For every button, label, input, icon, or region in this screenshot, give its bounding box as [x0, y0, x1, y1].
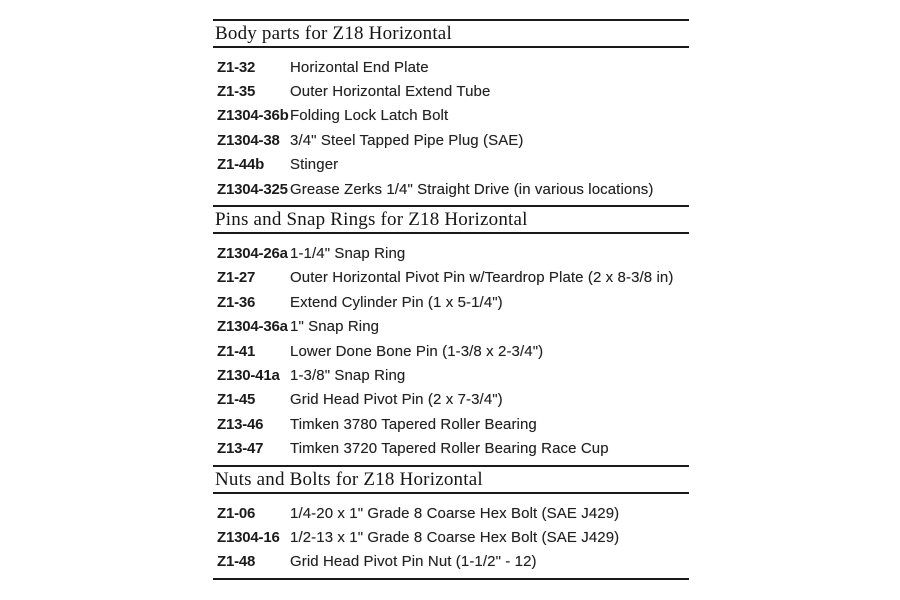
part-row — [213, 363, 689, 387]
section-title: Body parts for Z18 Horizontal — [213, 21, 689, 48]
part-row — [213, 436, 689, 460]
part-number: Z1-44b — [217, 156, 265, 174]
parts-section — [213, 19, 689, 205]
part-row — [213, 266, 689, 290]
part-description: 1-3/8" Snap Ring — [290, 366, 406, 384]
part-number: Z1304-26a — [217, 245, 288, 263]
section-title: Pins and Snap Rings for Z18 Horizontal — [213, 207, 689, 234]
section-rows — [213, 234, 689, 465]
part-number: Z1-27 — [217, 269, 256, 287]
part-number: Z1-06 — [217, 504, 256, 522]
part-row — [213, 290, 689, 314]
part-description: Grid Head Pivot Pin (2 x 7-3/4") — [290, 391, 503, 409]
part-row — [213, 501, 689, 525]
part-row — [213, 525, 689, 549]
part-row — [213, 388, 689, 412]
part-number: Z1-32 — [217, 58, 256, 76]
part-number: Z1304-36a — [217, 318, 288, 336]
part-description: 1/2-13 x 1" Grade 8 Coarse Hex Bolt (SAE J429) — [290, 528, 620, 546]
part-description: Horizontal End Plate — [290, 58, 429, 76]
section-rows — [213, 494, 689, 578]
part-number: Z13-47 — [217, 440, 264, 458]
part-description: 1-1/4" Snap Ring — [290, 245, 406, 263]
part-number: Z1304-325 — [217, 180, 288, 198]
part-description: Grease Zerks 1/4" Straight Drive (in various locations) — [290, 180, 654, 198]
part-row — [213, 177, 689, 201]
part-description: Folding Lock Latch Bolt — [290, 107, 449, 125]
part-number: Z1-48 — [217, 553, 256, 571]
part-row — [213, 128, 689, 152]
parts-list-document — [213, 19, 689, 580]
part-number: Z1304-36b — [217, 107, 289, 125]
part-row — [213, 550, 689, 574]
part-row — [213, 79, 689, 103]
part-number: Z1304-16 — [217, 528, 280, 546]
part-description: Grid Head Pivot Pin Nut (1-1/2" - 12) — [290, 553, 537, 571]
part-description: Outer Horizontal Pivot Pin w/Teardrop Plate (2 x 8-3/8 in) — [290, 269, 674, 287]
part-description: 3/4" Steel Tapped Pipe Plug (SAE) — [290, 131, 524, 149]
part-number: Z13-46 — [217, 415, 264, 433]
part-row — [213, 339, 689, 363]
part-description: 1" Snap Ring — [290, 318, 380, 336]
part-description: Timken 3780 Tapered Roller Bearing — [290, 415, 537, 433]
part-row — [213, 153, 689, 177]
part-row — [213, 412, 689, 436]
part-number: Z130-41a — [217, 366, 280, 384]
part-description: 1/4-20 x 1" Grade 8 Coarse Hex Bolt (SAE J429) — [290, 504, 620, 522]
parts-section — [213, 205, 689, 465]
section-title: Nuts and Bolts for Z18 Horizontal — [213, 467, 689, 494]
part-number: Z1-41 — [217, 342, 256, 360]
part-number: Z1-36 — [217, 293, 256, 311]
parts-section — [213, 465, 689, 578]
part-row — [213, 55, 689, 79]
part-description: Lower Done Bone Pin (1-3/8 x 2-3/4") — [290, 342, 544, 360]
part-row — [213, 104, 689, 128]
part-row — [213, 315, 689, 339]
part-number: Z1-45 — [217, 391, 256, 409]
part-number: Z1-35 — [217, 83, 256, 101]
part-description: Extend Cylinder Pin (1 x 5-1/4") — [290, 293, 503, 311]
section-rows — [213, 48, 689, 205]
part-row — [213, 241, 689, 265]
part-description: Stinger — [290, 156, 339, 174]
part-number: Z1304-38 — [217, 131, 280, 149]
part-description: Timken 3720 Tapered Roller Bearing Race Cup — [290, 440, 609, 458]
part-description: Outer Horizontal Extend Tube — [290, 83, 491, 101]
